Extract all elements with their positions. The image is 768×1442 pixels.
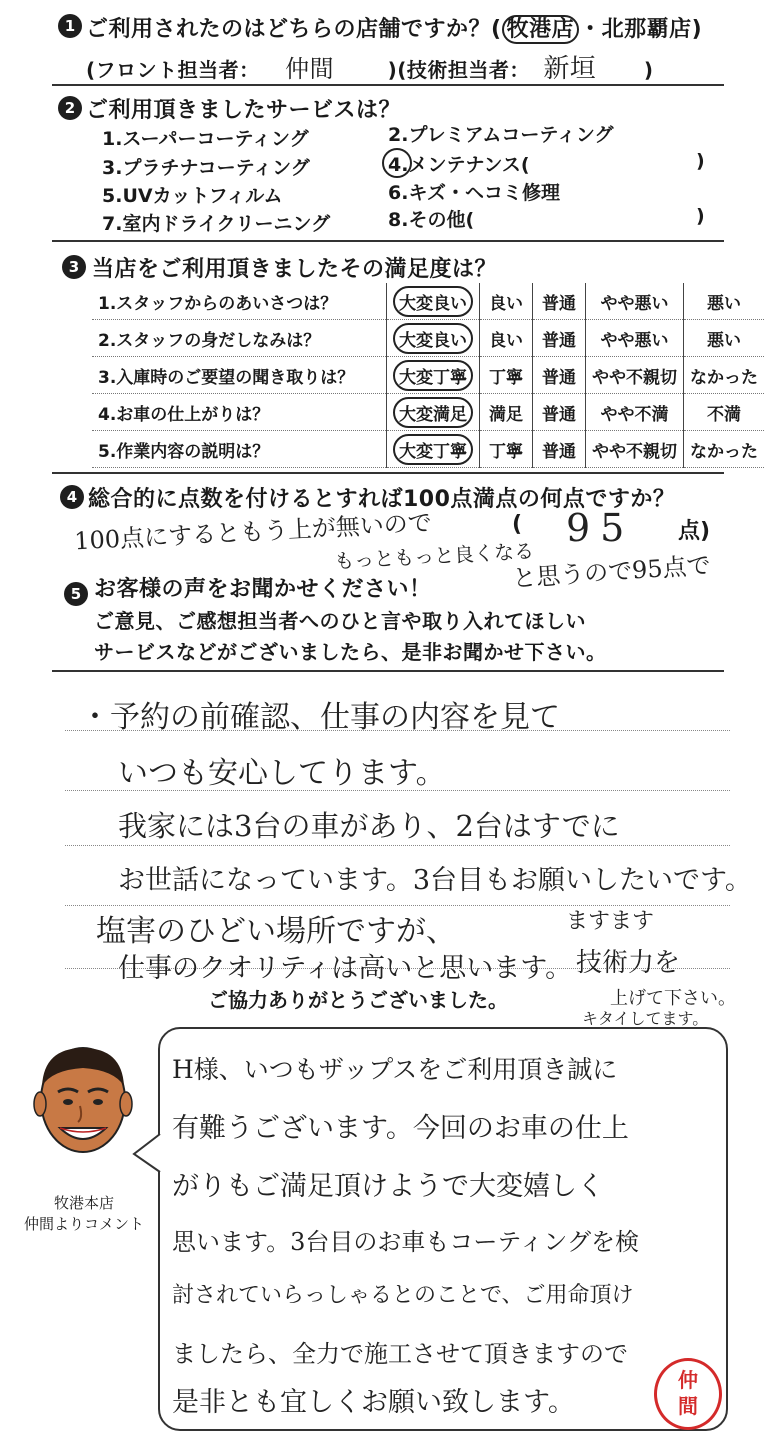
voice-line-1: ・予約の前確認、仕事の内容を見て [80, 700, 560, 735]
q1-front-label: (フロント担当者： [86, 58, 260, 82]
comment-line-1: H様、いつもザップスをご利用頂き誠に [172, 1055, 618, 1084]
option-label: やや悪い [600, 293, 669, 314]
service-3: 3.プラチナコーティング [102, 157, 310, 179]
voice-side-2: 技術力を [576, 948, 681, 978]
satisfaction-option [480, 283, 533, 320]
satisfaction-option [533, 431, 586, 468]
q2-question: ご利用頂きましたサービスは？ [86, 98, 402, 123]
satisfaction-option [480, 357, 533, 394]
q5-desc-1: ご意見、ご感想担当者へのひと言や取り入れてほしい [94, 609, 586, 633]
service-1: 1.スーパーコーティング [102, 128, 309, 150]
q2-number-badge: 2 [58, 96, 82, 120]
q1-close: ) [691, 17, 703, 42]
q5-desc-2: サービスなどがございましたら、是非お聞かせ下さい。 [94, 640, 607, 664]
option-label: 丁寧 [489, 367, 523, 388]
q1-question [86, 12, 702, 43]
option-label: 丁寧 [489, 441, 523, 462]
satisfaction-question: 1.スタッフからのあいさつは？ [92, 283, 387, 320]
satisfaction-option [586, 320, 684, 357]
satisfaction-question: 2.スタッフの身だしなみは？ [92, 320, 387, 357]
q5-number-badge: 5 [64, 582, 88, 606]
satisfaction-option [480, 431, 533, 468]
comment-line-4: 思います。3台目のお車もコーティングを検 [172, 1228, 639, 1256]
comment-line-3: がりもご満足頂けようで大変嬉しく [172, 1171, 604, 1202]
q4-unit: 点) [678, 519, 711, 544]
q3-question: 当店をご利用頂きましたその満足度は？ [92, 257, 498, 282]
option-label: なかった [690, 441, 758, 462]
satisfaction-option [684, 431, 765, 468]
service-7: 7.室内ドライクリーニング [102, 213, 331, 235]
q4-paren-open: ( [512, 512, 523, 537]
satisfaction-option [480, 394, 533, 431]
comment-line-7: 是非とも宜しくお願い致します。 [172, 1387, 575, 1418]
option-label: 不満 [707, 404, 741, 425]
bubble-tail [132, 1130, 162, 1176]
q1-store-a: 牧港店 [502, 15, 580, 44]
satisfaction-option [387, 431, 480, 468]
option-label: 満足 [489, 404, 523, 425]
option-label: 良い [489, 293, 523, 314]
option-label: やや不満 [600, 404, 669, 425]
voice-line-3: 我家には3台の車があり、2台はすでに [118, 809, 620, 843]
satisfaction-option [586, 283, 684, 320]
satisfaction-option [684, 357, 765, 394]
selected-option-label: 大変丁寧 [393, 360, 473, 391]
satisfaction-option [387, 357, 480, 394]
option-label: 良い [489, 330, 523, 351]
voice-line-5: 塩害のひどい場所ですが、 [96, 914, 456, 949]
q1-tech-label: )(技術担当者： [387, 58, 530, 82]
q1-question-text: ご利用されたのはどちらの店舗ですか？( [86, 17, 502, 42]
write-line-3 [65, 845, 730, 846]
q4-hand-left: 100点にするともう上が無いので [73, 508, 433, 556]
satisfaction-row [92, 283, 764, 320]
selected-option-label: 大変良い [393, 286, 473, 317]
voice-line-4: お世話になっています。3台目もお願いしたいです。 [118, 865, 752, 896]
q4-score: 95 [566, 506, 635, 550]
voice-line-2: いつも安心してります。 [118, 756, 446, 791]
satisfaction-question: 3.入庫時のご要望の聞き取りは？ [92, 357, 387, 394]
option-label: やや不親切 [592, 441, 677, 462]
satisfaction-option [586, 431, 684, 468]
satisfaction-option [533, 320, 586, 357]
satisfaction-option [387, 320, 480, 357]
option-label: 悪い [707, 293, 741, 314]
satisfaction-option [586, 357, 684, 394]
staff-avatar [30, 1040, 136, 1166]
satisfaction-row [92, 394, 764, 431]
service-4: 4.メンテナンス( [388, 154, 530, 176]
option-label: やや不親切 [592, 367, 677, 388]
option-label: 普通 [542, 441, 576, 462]
q1-store-b: 北那覇店 [601, 17, 692, 42]
satisfaction-option [586, 394, 684, 431]
satisfaction-option [684, 283, 765, 320]
q1-front-value: 仲間 [285, 55, 335, 83]
comment-line-6: ましたら、全力で施工させて頂きますので [172, 1340, 628, 1368]
option-label: 普通 [542, 293, 576, 314]
satisfaction-option [684, 320, 765, 357]
satisfaction-option [533, 283, 586, 320]
option-label: なかった [690, 367, 758, 388]
voice-line-6: 仕事のクオリティは高いと思います。 [118, 953, 573, 984]
q1-tech-close: ) [643, 58, 654, 82]
satisfaction-option [684, 394, 765, 431]
q1-sep: ・ [579, 17, 602, 42]
voice-side-3: 上げて下さい。 [610, 988, 736, 1009]
satisfaction-row [92, 431, 764, 468]
comment-line-5: 討されていらっしゃるとのことで、ご用命頂け [172, 1283, 634, 1308]
q1-number-badge: 1 [58, 14, 82, 38]
option-label: やや悪い [600, 330, 669, 351]
satisfaction-table [92, 283, 764, 468]
option-label: 普通 [542, 330, 576, 351]
satisfaction-question: 4.お車の仕上がりは？ [92, 394, 387, 431]
option-label: 悪い [707, 330, 741, 351]
staff-caption-2: 仲間よりコメント [23, 1215, 144, 1233]
voice-side-4: キタイしてます。 [582, 1009, 709, 1028]
satisfaction-option [387, 394, 480, 431]
staff-caption-1: 牧港本店 [53, 1194, 114, 1212]
voice-side-1: ますます [566, 909, 655, 934]
q1-staff-line [86, 48, 653, 85]
service-8: 8.その他( [388, 209, 475, 231]
satisfaction-option [533, 394, 586, 431]
q5-question: お客様の声をお聞かせください！ [94, 577, 432, 602]
divider-1 [52, 84, 724, 86]
option-label: 普通 [542, 367, 576, 388]
q3-number-badge: 3 [62, 255, 86, 279]
satisfaction-row [92, 357, 764, 394]
satisfaction-option [480, 320, 533, 357]
satisfaction-question: 5.作業内容の説明は？ [92, 431, 387, 468]
satisfaction-option [387, 283, 480, 320]
satisfaction-option [533, 357, 586, 394]
q4-hand-left2: もっともっと良くなる [333, 538, 535, 574]
thanks-text: ご協力ありがとうございました。 [208, 988, 508, 1012]
divider-2 [52, 240, 724, 242]
selected-option-label: 大変丁寧 [393, 434, 473, 465]
option-label: 普通 [542, 404, 576, 425]
divider-4 [52, 670, 724, 672]
q4-question: 総合的に点数を付けるとすれば100点満点の何点ですか？ [88, 487, 676, 512]
selected-option-label: 大変満足 [393, 397, 473, 428]
service-8-close: ) [696, 205, 705, 227]
satisfaction-row [92, 320, 764, 357]
service-6: 6.キズ・ヘコミ修理 [388, 182, 561, 204]
q1-tech-value: 新垣 [543, 54, 597, 84]
comment-line-2: 有難うございます。今回のお車の仕上 [172, 1113, 629, 1144]
service-4-close: ) [696, 150, 705, 172]
selected-option-label: 大変良い [393, 323, 473, 354]
q4-number-badge: 4 [60, 485, 84, 509]
q4-hand-right: と思うので95点で [511, 551, 712, 593]
service-5: 5.UVカットフィルム [102, 185, 283, 207]
divider-3 [52, 472, 724, 474]
name-stamp [654, 1358, 722, 1430]
service-2: 2.プレミアムコーティング [388, 124, 614, 146]
stamp-text: 仲間 [678, 1368, 698, 1418]
